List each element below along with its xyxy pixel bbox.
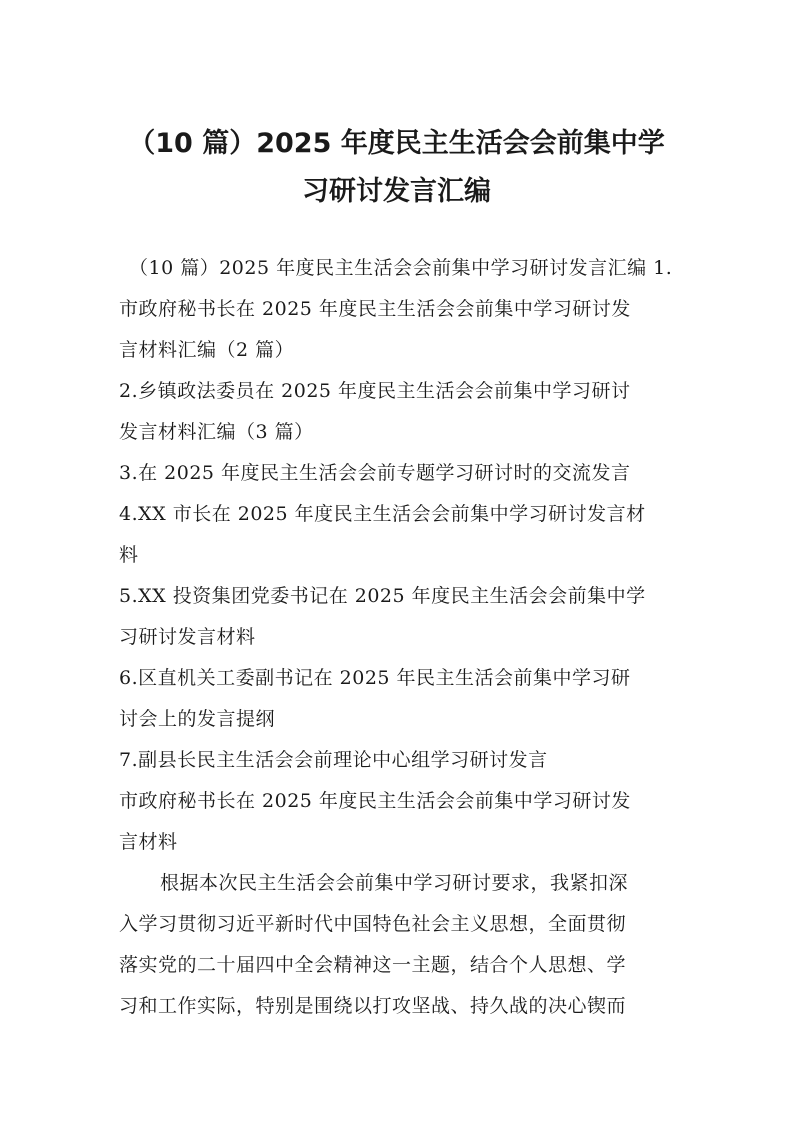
toc-line: 料 bbox=[119, 544, 139, 566]
document-title-line-1: （10 篇）2025 年度民主生活会会前集中学 bbox=[128, 128, 665, 159]
paragraph-line: 落实党的二十届四中全会精神这一主题，结合个人思想、学 bbox=[119, 954, 627, 976]
paragraph-line: 根据本次民主生活会会前集中学习研讨要求，我紧扣深 bbox=[160, 872, 629, 894]
document-title-line-2: 习研讨发言汇编 bbox=[302, 176, 491, 207]
toc-line: 市政府秘书长在 2025 年度民主生活会会前集中学习研讨发 bbox=[119, 298, 631, 320]
toc-line: 习研讨发言材料 bbox=[119, 626, 256, 648]
toc-line: 7.副县长民主生活会会前理论中心组学习研讨发言 bbox=[119, 749, 548, 771]
toc-line: 言材料汇编（2 篇） bbox=[119, 339, 295, 361]
toc-line: 2.乡镇政法委员在 2025 年度民主生活会会前集中学习研讨 bbox=[119, 380, 631, 402]
toc-line: 6.区直机关工委副书记在 2025 年民主生活会前集中学习研 bbox=[119, 667, 631, 689]
toc-line: 3.在 2025 年度民主生活会会前专题学习研讨时的交流发言 bbox=[119, 462, 631, 484]
toc-line: （10 篇）2025 年度民主生活会会前集中学习研讨发言汇编 1. bbox=[129, 257, 673, 279]
toc-line: 5.XX 投资集团党委书记在 2025 年度民主生活会会前集中学 bbox=[119, 585, 646, 607]
section-heading-line: 市政府秘书长在 2025 年度民主生活会会前集中学习研讨发 bbox=[119, 790, 631, 812]
toc-line: 4.XX 市长在 2025 年度民主生活会会前集中学习研讨发言材 bbox=[119, 503, 646, 525]
paragraph-line: 习和工作实际，特别是围绕以打攻坚战、持久战的决心锲而 bbox=[119, 995, 627, 1017]
section-heading-line: 言材料 bbox=[119, 831, 178, 853]
toc-line: 发言材料汇编（3 篇） bbox=[119, 421, 314, 443]
paragraph-line: 入学习贯彻习近平新时代中国特色社会主义思想，全面贯彻 bbox=[119, 913, 627, 935]
toc-line: 讨会上的发言提纲 bbox=[119, 708, 276, 730]
